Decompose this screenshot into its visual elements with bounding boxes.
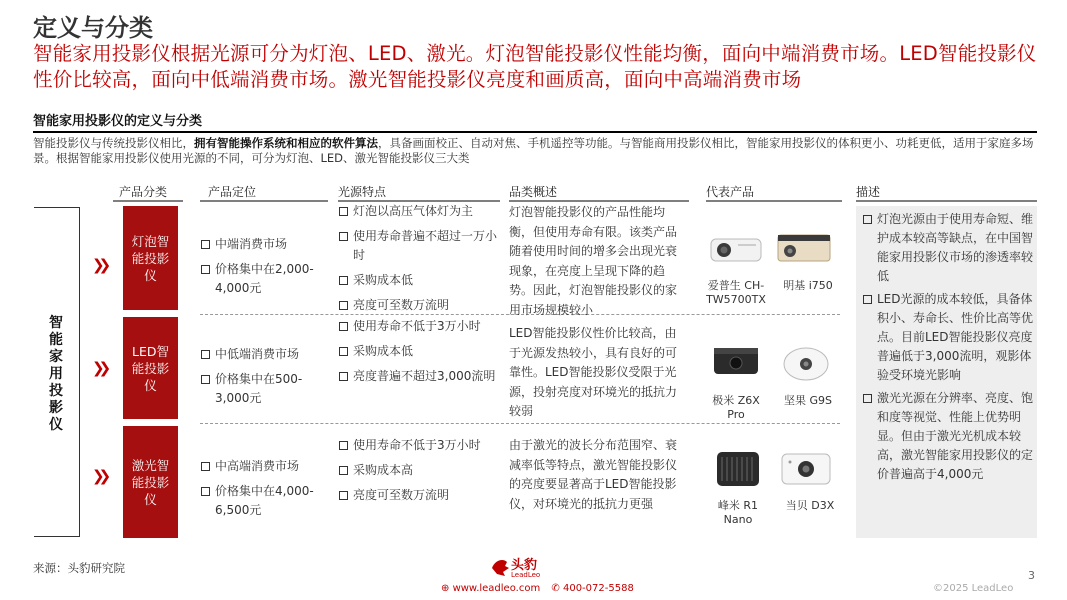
position-list-led (200, 345, 330, 414)
section-divider (33, 131, 1037, 133)
intro-paragraph (33, 136, 1043, 166)
chevron-right-icon: ❯❯ (92, 359, 106, 377)
white-box-projector-icon (778, 448, 834, 490)
intro-text-bold: 拥有智能操作系统和相应的软件算法 (194, 136, 378, 150)
light-list-laser (338, 436, 498, 511)
list-item: 亮度普遍不超过3,000流明 (338, 367, 498, 386)
list-item: 激光光源在分辨率、亮度、饱和度等视觉、性能上优势明显。但由于激光光机成本较高，激光智能家用投影仪的定价普遍高于4,000元 (862, 389, 1034, 484)
list-item: 采购成本高 (338, 461, 498, 480)
product-name: 当贝 D3X (785, 499, 835, 512)
page-number: 3 (1028, 569, 1035, 582)
chevron-right-icon: ❯❯ (92, 256, 106, 274)
column-header-description: 描述 (856, 183, 1037, 202)
phone-number: 400-072-5588 (562, 583, 634, 594)
black-square-projector-icon (712, 448, 764, 490)
category-box-laser: 激光智能投影仪 (123, 426, 178, 538)
column-header-overview: 品类概述 (509, 183, 689, 202)
white-projector-icon (708, 233, 764, 267)
gold-projector-icon (775, 230, 833, 266)
section-title: 智能家用投影仪的定义与分类 (33, 114, 203, 129)
list-item: 使用寿命普遍不超过一万小时 (338, 227, 498, 265)
position-list-laser (200, 457, 330, 526)
headline-summary: 智能家用投影仪根据光源可分为灯泡、LED、激光。灯泡智能投影仪性能均衡，面向中端消费市场。LED智能投影仪性价比较高，面向中低端消费市场。激光智能投影仪亮度和画质高，面向中高端消费市场 (33, 42, 1037, 91)
dark-cube-projector-icon (708, 343, 764, 379)
main-category-label: 智能家用投影仪 (49, 315, 63, 433)
light-list-bulb (338, 202, 498, 321)
globe-icon: ⊕ (441, 583, 450, 594)
column-header-light: 光源特点 (338, 183, 500, 202)
chevron-right-icon: ❯❯ (92, 467, 106, 485)
list-item: 中端消费市场 (200, 235, 330, 254)
category-box-led: LED智能投影仪 (123, 317, 178, 419)
list-item: 使用寿命不低于3万小时 (338, 436, 498, 455)
description-list (862, 210, 1034, 488)
leadleo-logo (489, 554, 541, 584)
row-divider (200, 423, 840, 424)
overview-text-led: LED智能投影仪性价比较高，由于光源发热较小，具有良好的可靠性。LED智能投影仪受限于光源，投射亮度对环境光的抵抗力较弱 (509, 326, 678, 418)
list-item: 价格集中在4,000-6,500元 (200, 482, 330, 520)
page-title: 定义与分类 (33, 14, 153, 42)
source-note: 来源：头豹研究院 (33, 561, 125, 575)
category-box-bulb: 灯泡智能投影仪 (123, 206, 178, 310)
contact-line (441, 583, 634, 594)
product-name: 极米 Z6X Pro (712, 394, 760, 421)
light-list-led (338, 317, 498, 392)
intro-text-start: 智能投影仪与传统投影仪相比， (33, 136, 194, 150)
list-item: 使用寿命不低于3万小时 (338, 317, 498, 336)
website-link[interactable]: www.leadleo.com (452, 583, 541, 594)
list-item: 灯泡以高压气体灯为主 (338, 202, 498, 221)
product-name: 明基 i750 (783, 279, 833, 292)
logo-subtext: LeadLeo (511, 571, 541, 579)
intro-text-end: ，具备画面校正、自动对焦、手机遥控等功能。与智能商用投影仪相比，智能家用投影仪的体积更小、功耗更低，适用于家庭多场景。根据智能家用投影仪使用光源的不同，可分为灯泡、LED、激光智能投影仪三大类 (33, 136, 1034, 165)
column-header-products: 代表产品 (706, 183, 842, 202)
overview-text-laser: 由于激光的波长分布范围窄、衰减率低等特点，激光智能投影仪的亮度要显著高于LED智能投影仪，对环境光的抵抗力更强 (509, 438, 678, 511)
list-item: 采购成本低 (338, 342, 498, 361)
list-item: LED光源的成本较低，具备体积小、寿命长、性价比高等优点。目前LED智能投影仪亮度普遍低于3,000流明，观影体验受环境光影响 (862, 290, 1034, 385)
round-white-projector-icon (780, 342, 832, 382)
overview-text-bulb: 灯泡智能投影仪的产品性能均衡，但使用寿命有限。该类产品随着使用时间的增多会出现光衰现象，在亮度上呈现下降的趋势。因此，灯泡智能投影仪的家用市场规模较小 (509, 205, 678, 317)
list-item: 价格集中在500-3,000元 (200, 370, 330, 408)
list-item: 采购成本低 (338, 271, 498, 290)
column-header-category: 产品分类 (113, 183, 183, 202)
list-item: 中高端消费市场 (200, 457, 330, 476)
list-item: 亮度可至数万流明 (338, 296, 498, 315)
product-name: 峰米 R1 Nano (717, 499, 759, 526)
position-list-bulb (200, 235, 330, 304)
product-name: 坚果 G9S (783, 394, 832, 407)
logo-text: 头豹 (511, 558, 538, 573)
list-item: 价格集中在2,000-4,000元 (200, 260, 330, 298)
copyright-note: ©2025 LeadLeo (933, 583, 1014, 594)
list-item: 中低端消费市场 (200, 345, 330, 364)
list-item: 亮度可至数万流明 (338, 486, 498, 505)
phone-icon: ✆ (551, 583, 560, 594)
product-name: 爱普生 CH-TW5700TX (706, 279, 766, 306)
column-header-position: 产品定位 (200, 183, 328, 202)
list-item: 灯泡光源由于使用寿命短、维护成本较高等缺点，在中国智能家用投影仪市场的渗透率较低 (862, 210, 1034, 286)
